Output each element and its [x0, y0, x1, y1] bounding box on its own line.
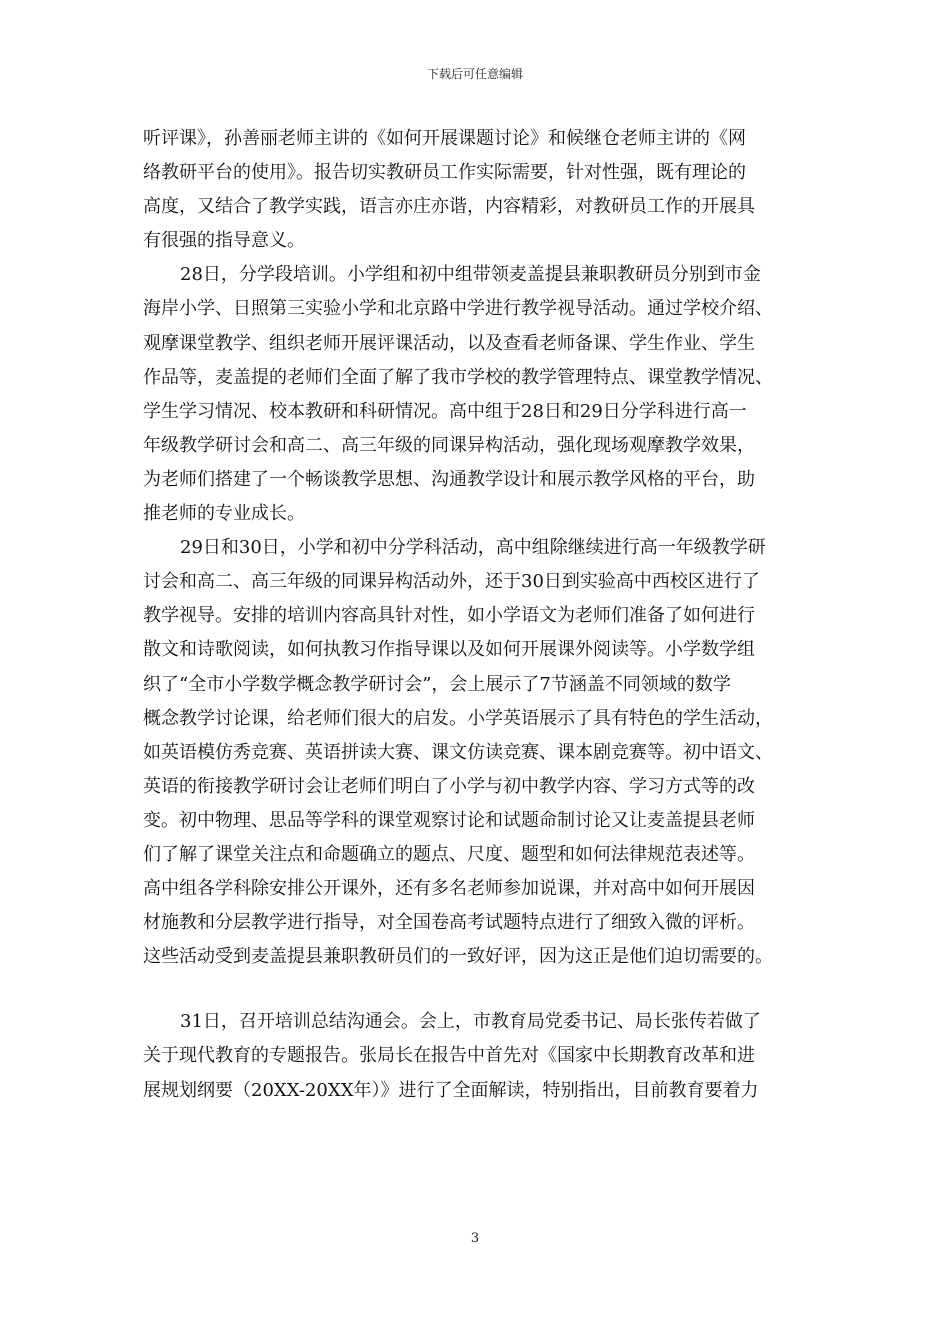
text-line: 散文和诗歌阅读，如何执教习作指导课以及如何开展课外阅读等。小学数学组 [143, 639, 755, 661]
text-line: 如英语模仿秀竞赛、英语拼读大赛、课文仿读竞赛、课本剧竞赛等。初中语文、 [143, 741, 773, 763]
text-line: 推老师的专业成长。 [143, 503, 305, 525]
text-line: 们了解了课堂关注点和命题确立的题点、尺度、题型和如何法律规范表述等。 [143, 843, 755, 865]
text-line: 这些活动受到麦盖提县兼职教研员们的一致好评，因为这正是他们迫切需要的。 [143, 946, 773, 968]
text-line: 高度，又结合了教学实践，语言亦庄亦谐，内容精彩，对教研员工作的开展具 [143, 196, 755, 218]
text-line: 观摩课堂教学、组织老师开展评课活动，以及查看老师备课、学生作业、学生 [143, 332, 755, 354]
paragraph [143, 1005, 823, 1107]
page-header: 下载后可任意编辑 [426, 67, 523, 81]
paragraph [143, 258, 823, 531]
text-line: 31日，召开培训总结沟通会。会上，市教育局党委书记、局长张传若做了 [180, 1011, 761, 1033]
text-line: 为老师们搭建了一个畅谈教学思想、沟通教学设计和展示教学风格的平台，助 [143, 468, 755, 490]
text-line: 变。初中物理、思品等学科的课堂观察讨论和试题命制讨论又让麦盖提县老师 [143, 809, 755, 831]
text-line: 28日，分学段培训。小学组和初中组带领麦盖提县兼职教研员分别到市金 [180, 264, 761, 286]
paragraph [143, 122, 823, 258]
text-line: 海岸小学、日照第三实验小学和北京路中学进行教学视导活动。通过学校介绍、 [143, 298, 773, 320]
text-line: 讨会和高二、高三年级的同课异构活动外，还于30日到实验高中西校区进行了 [143, 571, 760, 593]
text-line: 络教研平台的使用》。报告切实教研员工作实际需要，针对性强，既有理论的 [143, 162, 746, 184]
text-line: 有很强的指导意义。 [143, 230, 305, 252]
text-line: 展规划纲要（20XX-20XX年）》进行了全面解读，特别指出，目前教育要着力 [143, 1079, 759, 1101]
paragraph-gap [143, 974, 823, 1005]
text-line: 高中组各学科除安排公开课外，还有多名老师参加说课，并对高中如何开展因 [143, 878, 755, 900]
page-number: 3 [470, 1231, 480, 1246]
document-body [143, 122, 823, 1108]
text-line: 教学视导。安排的培训内容高具针对性，如小学语文为老师们准备了如何进行 [143, 605, 755, 627]
text-line: 学生学习情况、校本教研和科研情况。高中组于28日和29日分学科进行高一 [143, 400, 747, 422]
text-line: 年级教学研讨会和高二、高三年级的同课异构活动，强化现场观摩教学效果， [143, 434, 755, 456]
text-line: 概念教学讨论课，给老师们很大的启发。小学英语展示了具有特色的学生活动， [143, 707, 773, 729]
text-line: 听评课》，孙善丽老师主讲的《如何开展课题讨论》和候继仓老师主讲的《网 [143, 128, 746, 149]
paragraph [143, 531, 823, 974]
text-line: 英语的衔接教学研讨会让老师们明白了小学与初中教学内容、学习方式等的改 [143, 775, 755, 797]
text-line: 织了“全市小学数学概念教学研讨会”，会上展示了7节涵盖不同领域的数学 [143, 673, 731, 695]
text-line: 材施教和分层教学进行指导，对全国卷高考试题特点进行了细致入微的评析。 [143, 912, 755, 934]
text-line: 29日和30日，小学和初中分学科活动，高中组除继续进行高一年级教学研 [180, 537, 766, 559]
text-line: 作品等，麦盖提的老师们全面了解了我市学校的教学管理特点、课堂教学情况、 [143, 366, 773, 388]
text-line: 关于现代教育的专题报告。张局长在报告中首先对《国家中长期教育改革和进 [143, 1045, 755, 1067]
